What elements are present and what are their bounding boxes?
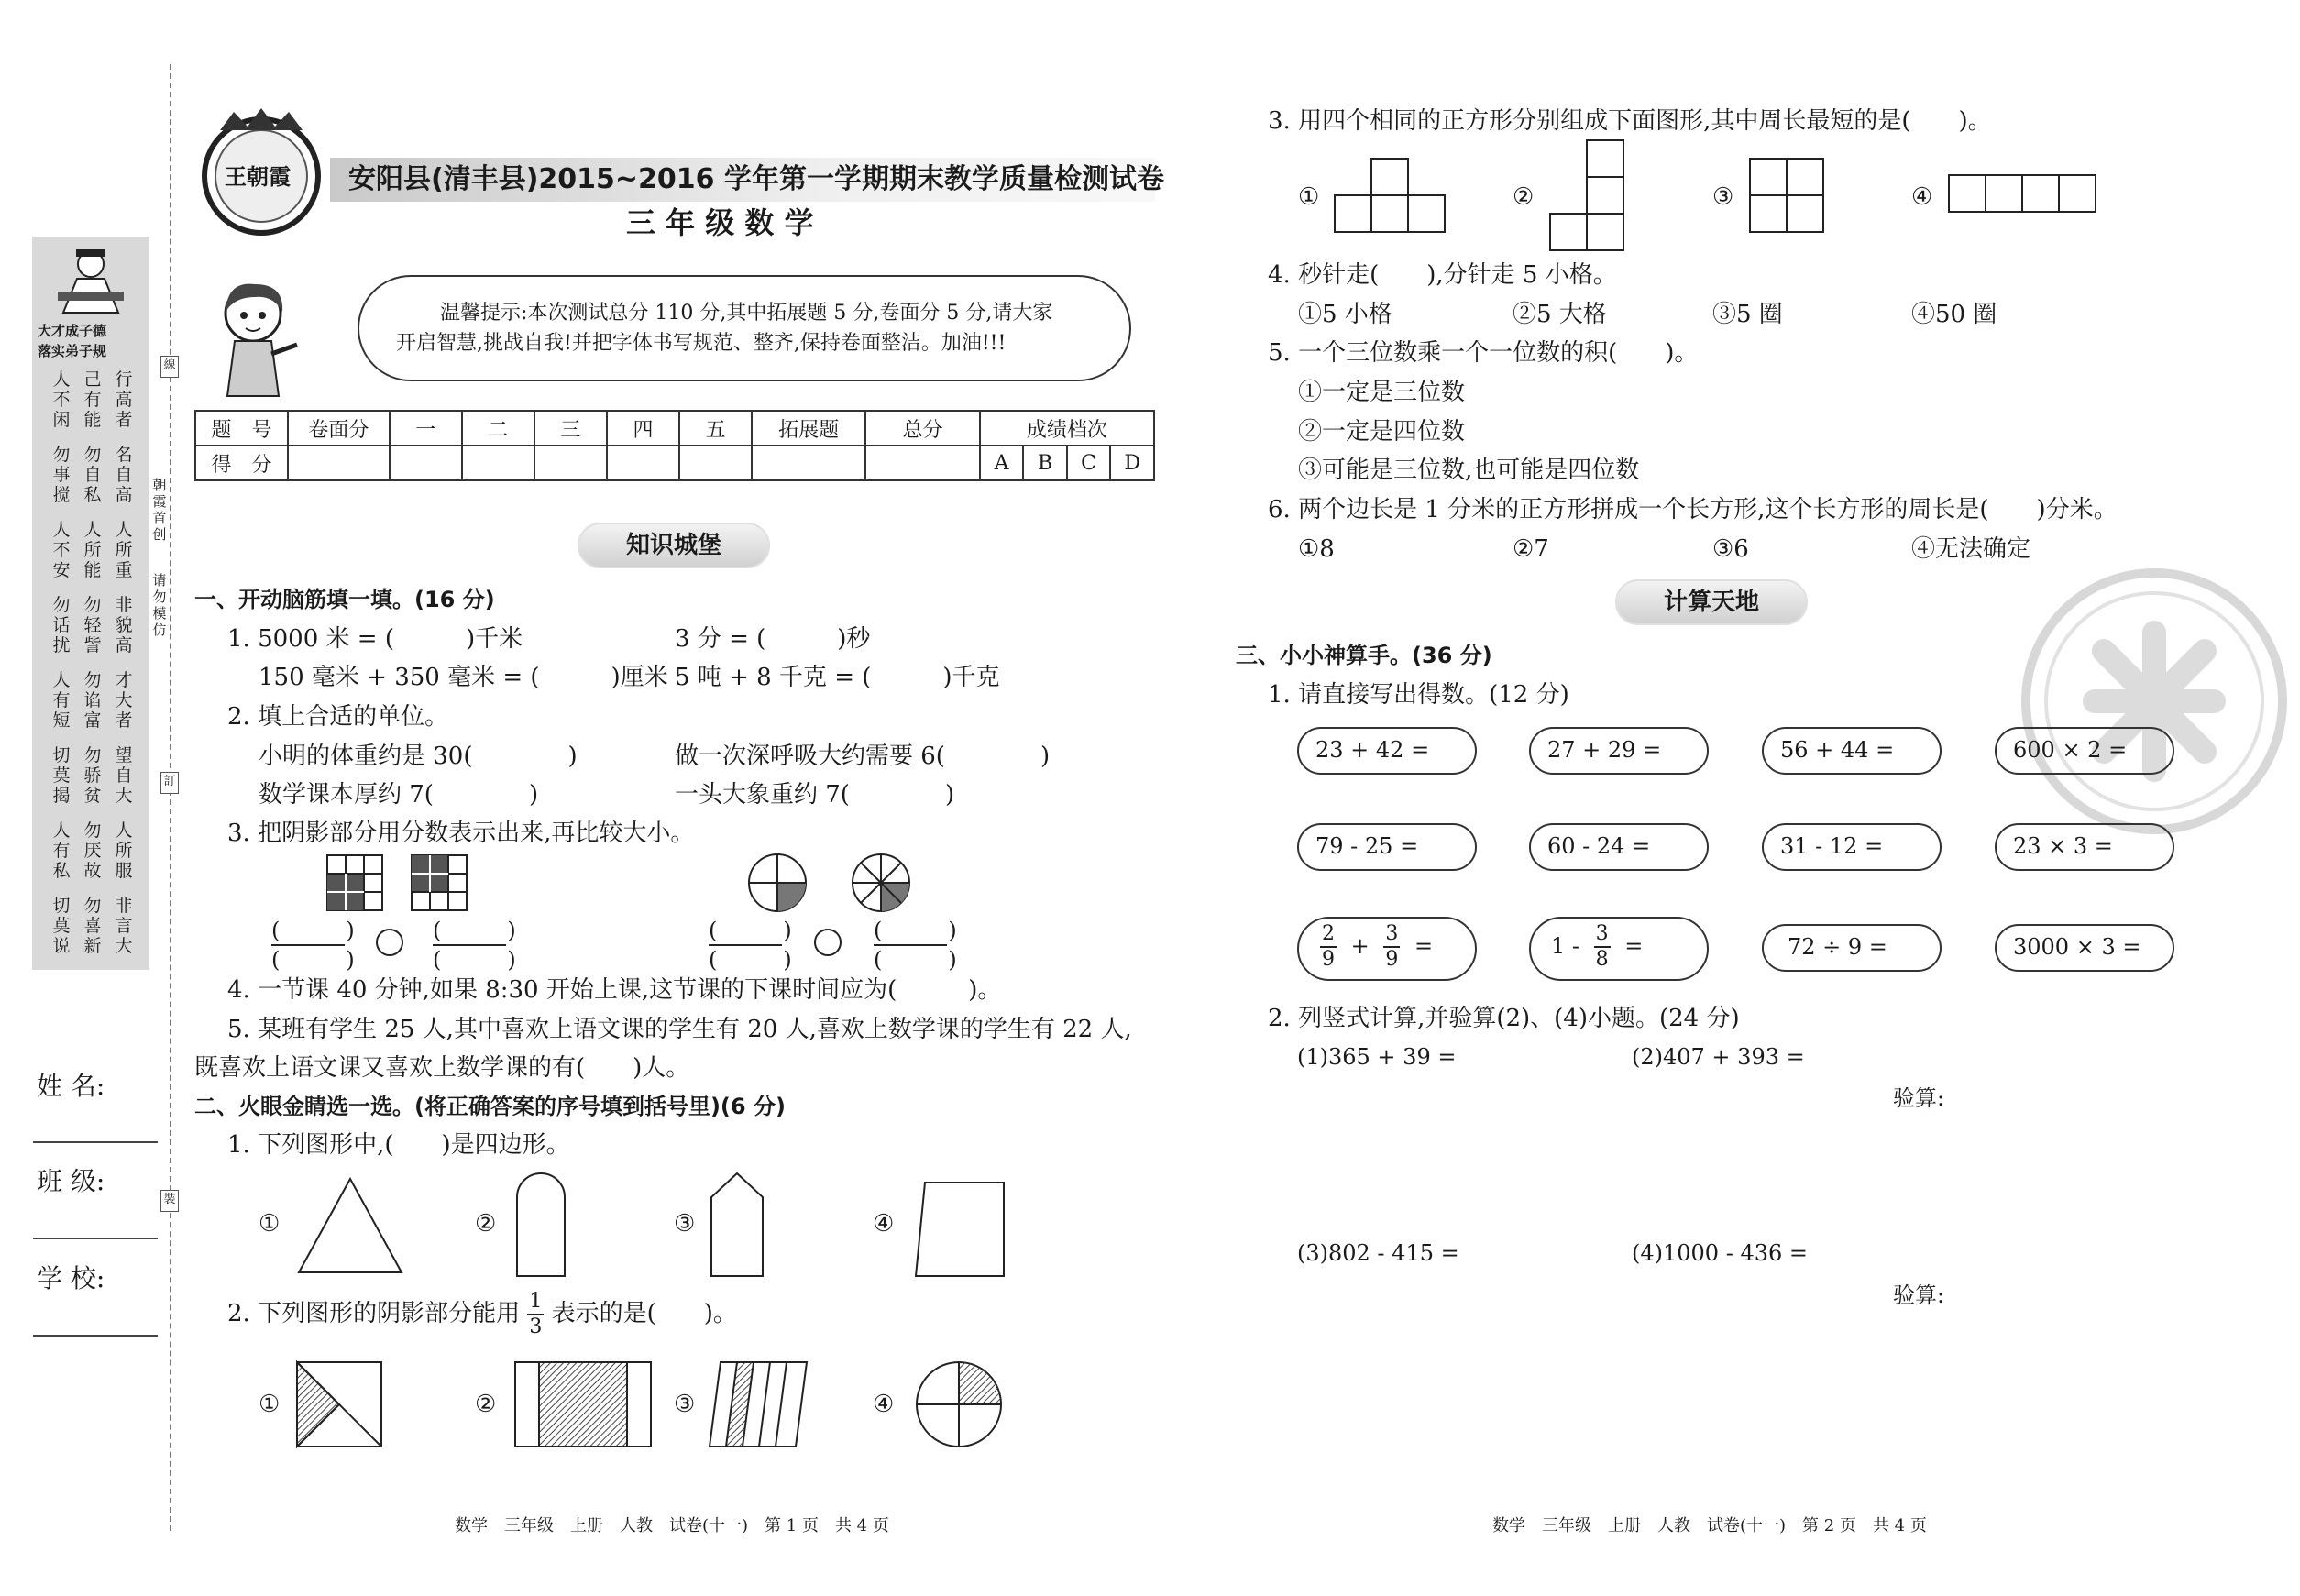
p2q1-option-3: ③ — [674, 1210, 696, 1238]
watermark-seal — [2021, 568, 2287, 834]
squares-figure-2 — [1549, 139, 1626, 253]
school-field[interactable] — [33, 1335, 158, 1337]
tip-bubble — [358, 275, 1131, 381]
vertical-calc-2: (2)407 + 393 = — [1632, 1044, 1805, 1070]
score-header-cell: 二 — [462, 411, 534, 446]
score-header-cell: 拓展题 — [752, 411, 865, 446]
score-cell[interactable] — [534, 446, 607, 480]
calc-item-fraction-sub: 1 - $\frac{3}{8}$ = — [1551, 922, 1644, 971]
motto-col: 名自高 — [115, 445, 133, 505]
part3-heading: 三、小小神算手。(36 分) — [1236, 643, 1492, 668]
score-header-cell: 总分 — [865, 411, 979, 446]
motto-col: 非言大 — [115, 896, 133, 956]
p2-q1-text: 1. 下列图形中,( )是四边形。 — [227, 1131, 570, 1159]
score-cell[interactable] — [679, 446, 752, 480]
calc-item: 56 + 44 = — [1780, 737, 1895, 763]
circle-figure-1 — [747, 853, 808, 913]
parallelogram-shaded-figure — [708, 1360, 809, 1448]
trapezoid-shape — [912, 1179, 1007, 1280]
calc-item: 31 - 12 = — [1780, 833, 1884, 859]
score-header-cell: 卷面分 — [288, 411, 390, 446]
p2-q5-text: 5. 一个三位数乘一个一位数的积( )。 — [1268, 339, 1699, 367]
motto-col: 切莫说 — [52, 896, 71, 956]
check-label-1: 验算: — [1893, 1085, 1945, 1111]
calc-item: 3000 × 3 = — [2013, 934, 2141, 960]
p2q3-option-1: ① — [1298, 183, 1320, 211]
squares-figure-3 — [1749, 158, 1826, 235]
score-cell[interactable] — [865, 446, 979, 480]
score-header-cell: 三 — [534, 411, 607, 446]
vertical-note-no-copy: 请勿模仿 — [152, 572, 167, 638]
tip-line-1: 温馨提示:本次测试总分 110 分,其中拓展题 5 分,卷面分 5 分,请大家 — [440, 302, 1053, 325]
score-cell[interactable] — [390, 446, 462, 480]
calc-item: 60 - 24 = — [1547, 833, 1651, 859]
motto-panel — [32, 237, 149, 970]
check-label-2: 验算: — [1893, 1282, 1945, 1308]
p3-q1-text: 1. 请直接写出得数。(12 分) — [1268, 681, 1569, 709]
part2-heading: 二、火眼金睛选一选。(将正确答案的序号填到括号里)(6 分) — [194, 1094, 786, 1119]
q2-item-c: 数学课本厚约 7( ) — [259, 781, 539, 809]
circle-quarters-shaded-figure — [915, 1360, 1003, 1448]
q3-text: 3. 把阴影部分用分数表示出来,再比较大小。 — [227, 820, 695, 847]
p2q2-option-1: ① — [259, 1391, 281, 1418]
p2q5-option-2: ②一定是四位数 — [1298, 418, 1466, 446]
fraction-blank-4[interactable]: ( ) ( ) — [874, 918, 957, 973]
motto-columns — [52, 369, 140, 956]
calc-item: 79 - 25 = — [1315, 833, 1419, 859]
score-row-label: 得 分 — [195, 446, 288, 480]
calc-item: 600 × 2 = — [2013, 737, 2128, 763]
q1-item-a: 1. 5000 米 = ( )千米 — [227, 625, 523, 653]
p2q3-option-3: ③ — [1712, 183, 1734, 211]
p2q4-option-4: ④50 圈 — [1911, 301, 1997, 328]
brand-logo-text: 王朝霞 — [225, 163, 291, 190]
seal-line-mark: 線 — [160, 356, 179, 378]
scholar-figure-icon — [45, 244, 137, 317]
score-cell[interactable] — [462, 446, 534, 480]
fraction-blank-2[interactable]: ( ) ( ) — [433, 918, 516, 973]
vertical-note-original: 朝霞首创 — [152, 477, 167, 543]
triangle-shape — [295, 1175, 405, 1276]
p2-q6-text: 6. 两个边长是 1 分米的正方形拼成一个长方形,这个长方形的周长是( )分米。 — [1268, 496, 2118, 523]
name-field[interactable] — [33, 1141, 158, 1143]
q1-item-d: 5 吨 + 8 千克 = ( )千克 — [675, 664, 1000, 691]
q5-text-line2: 既喜欢上语文课又喜欢上数学课的有( )人。 — [194, 1054, 690, 1082]
score-table-score-row — [195, 446, 1154, 480]
p2q3-option-2: ② — [1513, 183, 1535, 211]
p2q1-option-1: ① — [259, 1210, 281, 1238]
q4-text: 4. 一节课 40 分钟,如果 8:30 开始上课,这节课的下课时间应为( )。 — [227, 976, 1002, 1004]
q2-text: 2. 填上合适的单位。 — [227, 703, 449, 731]
exam-subtitle: 三 年 级 数 学 — [626, 205, 814, 240]
p2q1-option-4: ④ — [873, 1210, 895, 1238]
p2-q3-text: 3. 用四个相同的正方形分别组成下面图形,其中周长最短的是( )。 — [1268, 107, 1992, 135]
score-header-cell: 一 — [390, 411, 462, 446]
q5-text-line1: 5. 某班有学生 25 人,其中喜欢上语文课的学生有 20 人,喜欢上数学课的学生有 22 人, — [227, 1016, 1132, 1043]
motto-col: 行高者 — [115, 369, 133, 430]
q1-item-c: 150 毫米 + 350 毫米 = ( )厘米 — [259, 664, 668, 691]
motto-col: 人不安 — [52, 520, 71, 580]
calc-item: 23 × 3 = — [2013, 833, 2113, 859]
fraction-blank-1[interactable]: ( ) ( ) — [271, 918, 355, 973]
p2q2-option-2: ② — [475, 1391, 497, 1418]
motto-col: 勿话扰 — [52, 595, 71, 655]
motto-col: 人不闲 — [52, 369, 71, 430]
score-cell[interactable] — [607, 446, 679, 480]
calc-item: 72 ÷ 9 = — [1788, 934, 1887, 960]
motto-col: 勿谄富 — [83, 670, 102, 731]
calc-item: 23 + 42 = — [1315, 737, 1430, 763]
vertical-calc-3: (3)802 - 415 = — [1297, 1240, 1459, 1266]
motto-col: 勿喜新 — [83, 896, 102, 956]
p2q2-option-4: ④ — [873, 1391, 895, 1418]
part1-heading: 一、开动脑筋填一填。(16 分) — [194, 587, 495, 612]
seal-staple-mark: 裝 — [160, 1190, 179, 1212]
exam-title: 安阳县(清丰县)2015~2016 学年第一学期期末教学质量检测试卷 — [348, 163, 1164, 195]
p2q4-option-1: ①5 小格 — [1298, 301, 1392, 328]
motto-col: 才大者 — [115, 670, 133, 731]
p2q5-option-1: ①一定是三位数 — [1298, 379, 1466, 406]
p2q6-option-1: ①8 — [1298, 535, 1335, 563]
score-header-cell: 题 号 — [195, 411, 288, 446]
pentagon-shape — [708, 1170, 766, 1280]
score-cell[interactable] — [288, 446, 390, 480]
motto-col: 勿自私 — [83, 445, 102, 505]
q2-item-d: 一头大象重约 7( ) — [675, 781, 955, 809]
tip-line-2: 开启智慧,挑战自我!并把字体书写规范、整齐,保持卷面整洁。加油!!! — [396, 332, 1007, 355]
score-header-cell: 成绩档次 — [980, 411, 1154, 446]
p2-q2-text: 2. 下列图形的阴影部分能用 $\frac{1}{3}$ 表示的是( )。 — [227, 1290, 737, 1338]
squares-figure-1 — [1334, 158, 1447, 235]
fraction-blank-3[interactable]: ( ) ( ) — [709, 918, 792, 973]
p2q6-option-2: ②7 — [1513, 535, 1549, 563]
section-calculation-world: 计算天地 — [1615, 579, 1808, 625]
class-label: 班 级: — [37, 1166, 105, 1196]
score-table-header-row — [195, 411, 1154, 446]
motto-col: 人所服 — [115, 820, 133, 881]
school-label: 学 校: — [37, 1263, 105, 1293]
arch-shape — [513, 1170, 568, 1280]
name-label: 姓 名: — [37, 1071, 105, 1101]
square-triangle-shaded-figure — [295, 1360, 383, 1448]
motto-col: 勿轻訾 — [83, 595, 102, 655]
p3-q2-text: 2. 列竖式计算,并验算(2)、(4)小题。(24 分) — [1268, 1005, 1740, 1032]
footer-right: 数学 三年级 上册 人教 试卷(十一) 第 2 页 共 4 页 — [1492, 1516, 1927, 1535]
motto-col: 人所重 — [115, 520, 133, 580]
class-field[interactable] — [33, 1238, 158, 1239]
motto-col: 勿骄贫 — [83, 745, 102, 806]
q1-item-b: 3 分 = ( )秒 — [675, 625, 871, 653]
rectangle-thirds-shaded-figure — [513, 1360, 653, 1448]
compare-circle-1[interactable] — [376, 929, 403, 956]
squares-figure-4 — [1948, 174, 2098, 215]
p2-q4-text: 4. 秒针走( ),分针走 5 小格。 — [1268, 261, 1617, 289]
motto-col: 勿事搅 — [52, 445, 71, 505]
motto-col: 人有私 — [52, 820, 71, 881]
motto-col: 人所能 — [83, 520, 102, 580]
score-table — [194, 410, 1155, 481]
score-header-cell: 四 — [607, 411, 679, 446]
motto-col: 切莫揭 — [52, 745, 71, 806]
p2q1-option-2: ② — [475, 1210, 497, 1238]
compare-circle-2[interactable] — [814, 929, 842, 956]
p2q5-option-3: ③可能是三位数,也可能是四位数 — [1298, 457, 1640, 484]
motto-col: 望自大 — [115, 745, 133, 806]
vertical-calc-4: (4)1000 - 436 = — [1632, 1240, 1808, 1266]
girl-mascot-icon — [209, 275, 301, 403]
p2q4-option-3: ③5 圈 — [1712, 301, 1783, 328]
p2q4-option-2: ②5 大格 — [1513, 301, 1607, 328]
p2q2-option-3: ③ — [674, 1391, 696, 1418]
motto-col: 己有能 — [83, 369, 102, 430]
motto-top-2: 落实弟子规 — [38, 343, 107, 359]
motto-top-1: 大才成子德 — [38, 323, 107, 339]
calc-item: 27 + 29 = — [1547, 737, 1662, 763]
q2-item-a: 小明的体重约是 30( ) — [259, 743, 578, 770]
motto-col: 勿厌故 — [83, 820, 102, 881]
circle-figure-2 — [851, 853, 911, 913]
motto-col: 人有短 — [52, 670, 71, 731]
seal-bind-mark: 訂 — [160, 772, 179, 794]
motto-col: 非貌高 — [115, 595, 133, 655]
section-knowledge-castle: 知识城堡 — [578, 523, 770, 568]
score-header-cell: 五 — [679, 411, 752, 446]
grade-b[interactable]: B — [1023, 446, 1067, 480]
one-third-fraction: $\frac{1}{3}$ — [529, 1290, 543, 1338]
grid-figure-1 — [326, 854, 383, 911]
grid-figure-2 — [411, 854, 468, 911]
p2q3-option-4: ④ — [1911, 183, 1933, 211]
p2q6-option-4: ④无法确定 — [1911, 535, 2031, 563]
calc-item-fraction-add: $\frac{2}{9}$ + $\frac{3}{9}$ = — [1322, 922, 1434, 971]
binding-dashed-line — [170, 64, 171, 1531]
vertical-calc-1: (1)365 + 39 = — [1297, 1044, 1457, 1070]
p2q6-option-3: ③6 — [1712, 535, 1749, 563]
grade-d[interactable]: D — [1110, 446, 1154, 480]
grade-c[interactable]: C — [1067, 446, 1111, 480]
q2-item-b: 做一次深呼吸大约需要 6( ) — [675, 743, 1051, 770]
grade-a[interactable]: A — [980, 446, 1024, 480]
score-cell[interactable] — [752, 446, 865, 480]
footer-left: 数学 三年级 上册 人教 试卷(十一) 第 1 页 共 4 页 — [455, 1516, 889, 1535]
